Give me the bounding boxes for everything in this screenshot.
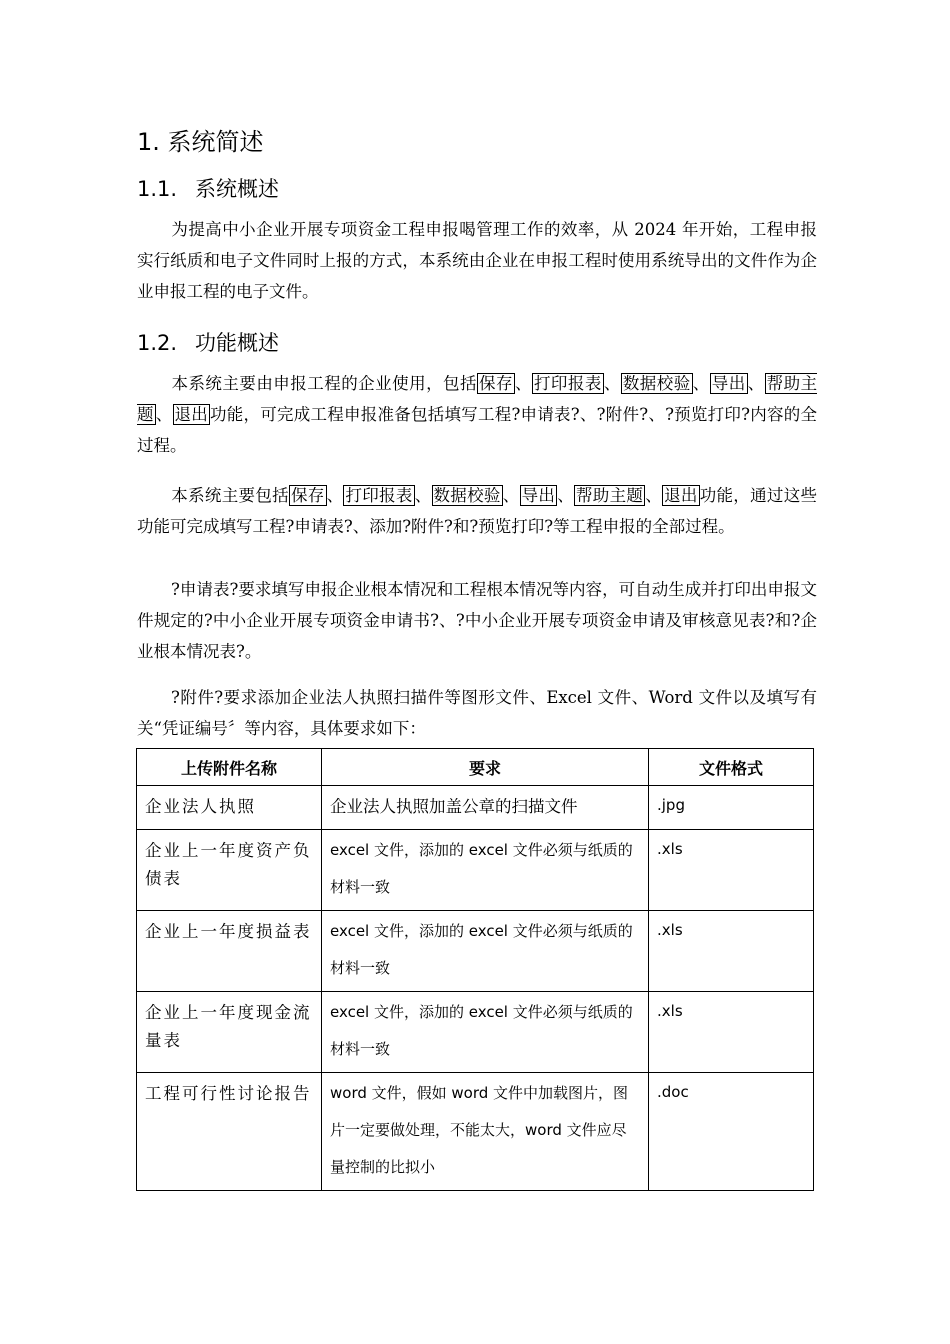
cell-requirement: excel 文件，添加的 excel 文件必须与纸质的材料一致 <box>322 911 649 992</box>
cell-requirement: excel 文件，添加的 excel 文件必须与纸质的材料一致 <box>322 830 649 911</box>
paragraph-attachments <box>137 682 817 744</box>
table-row <box>137 786 814 830</box>
header-requirement: 要求 <box>322 749 649 786</box>
print-report-function-box: 打印报表 <box>345 486 413 505</box>
header-attachment-name: 上传附件名称 <box>137 749 322 786</box>
paragraph-text: 为提高中小企业开展专项资金工程申报喝管理工作的效率，从 2024 年开始，工程申报实行纸质和电子文件同时上报的方式，本系统由企业在申报工程时使用系统导出的文件作为企业申报工程的电子文件。 <box>137 220 817 301</box>
cell-attachment-name: 企业上一年度资产负债表 <box>137 830 322 911</box>
cell-file-format: .jpg <box>649 786 814 830</box>
data-check-function-box: 数据校验 <box>622 374 691 393</box>
table-header-row <box>137 749 814 786</box>
text-span: 本系统主要包括 <box>171 486 289 505</box>
section-title-1-1 <box>137 173 279 203</box>
save-function-box: 保存 <box>291 486 325 505</box>
separator: 、 <box>747 374 765 393</box>
attachment-requirements-table <box>136 748 814 1191</box>
cell-requirement: 企业法人执照加盖公章的扫描文件 <box>322 786 649 830</box>
exit-function-box: 退出 <box>664 486 698 505</box>
paragraph-functions-1 <box>137 368 817 461</box>
cell-attachment-name: 企业上一年度损益表 <box>137 911 322 992</box>
data-check-function-box: 数据校验 <box>433 486 501 505</box>
help-topic-function-box: 帮助主题 <box>137 374 818 424</box>
help-topic-function-box: 帮助主题 <box>576 486 644 505</box>
export-function-box: 导出 <box>711 374 746 393</box>
cell-requirement: excel 文件，添加的 excel 文件必须与纸质的材料一致 <box>322 992 649 1073</box>
cell-file-format: .xls <box>649 992 814 1073</box>
paragraph-overview <box>137 214 817 307</box>
cell-file-format: .xls <box>649 830 814 911</box>
text-span: 功能，通过这些功能可完成填写工程?申请表?、添加?附件?和?预览打印?等工程申报的全部过程。 <box>137 486 818 536</box>
save-function-box: 保存 <box>479 374 513 393</box>
paragraph-text: ?附件?要求添加企业法人执照扫描件等图形文件、Excel 文件、Word 文件以及填写有关“凭证编号〞等内容，具体要求如下： <box>137 688 817 738</box>
print-report-function-box: 打印报表 <box>533 374 602 393</box>
separator: 、 <box>326 486 344 505</box>
text-span: 本系统主要由申报工程的企业使用，包括 <box>171 374 477 393</box>
paragraph-text: ?申请表?要求填写申报企业根本情况和工程根本情况等内容，可自动生成并打印出申报文件规定的?中小企业开展专项资金申请书?、?中小企业开展专项资金申请及审核意见表?和?企业根本情况表?。 <box>137 580 817 661</box>
cell-requirement: word 文件，假如 word 文件中加载图片，图片一定要做处理，不能太大，word 文件应尽量控制的比拟小 <box>322 1073 649 1191</box>
separator: 、 <box>514 374 532 393</box>
text-span: 功能，可完成工程申报准备包括填写工程?申请表?、?附件?、?预览打印?内容的全过程。 <box>137 405 818 455</box>
separator: 、 <box>155 405 173 424</box>
section-title-1-2 <box>137 327 279 357</box>
exit-function-box: 退出 <box>174 405 208 424</box>
separator: 、 <box>414 486 432 505</box>
separator: 、 <box>692 374 710 393</box>
separator: 、 <box>557 486 574 505</box>
cell-file-format: .xls <box>649 911 814 992</box>
section-heading: 系统概述 <box>195 177 279 201</box>
export-function-box: 导出 <box>521 486 556 505</box>
section-heading: 功能概述 <box>195 331 279 355</box>
cell-attachment-name: 企业上一年度现金流量表 <box>137 992 322 1073</box>
section-number: 1.1. <box>137 177 178 201</box>
separator: 、 <box>502 486 520 505</box>
table-row <box>137 911 814 992</box>
separator: 、 <box>645 486 663 505</box>
table-row <box>137 1073 814 1191</box>
section-number: 1.2. <box>137 331 178 355</box>
table-row <box>137 992 814 1073</box>
table-row <box>137 830 814 911</box>
header-file-format: 文件格式 <box>649 749 814 786</box>
cell-file-format: .doc <box>649 1073 814 1191</box>
cell-attachment-name: 工程可行性讨论报告 <box>137 1073 322 1191</box>
paragraph-application-form <box>137 574 817 667</box>
separator: 、 <box>603 374 621 393</box>
section-title-1: 1. 系统简述 <box>137 128 264 156</box>
paragraph-functions-2 <box>137 480 817 542</box>
cell-attachment-name: 企业法人执照 <box>137 786 322 830</box>
